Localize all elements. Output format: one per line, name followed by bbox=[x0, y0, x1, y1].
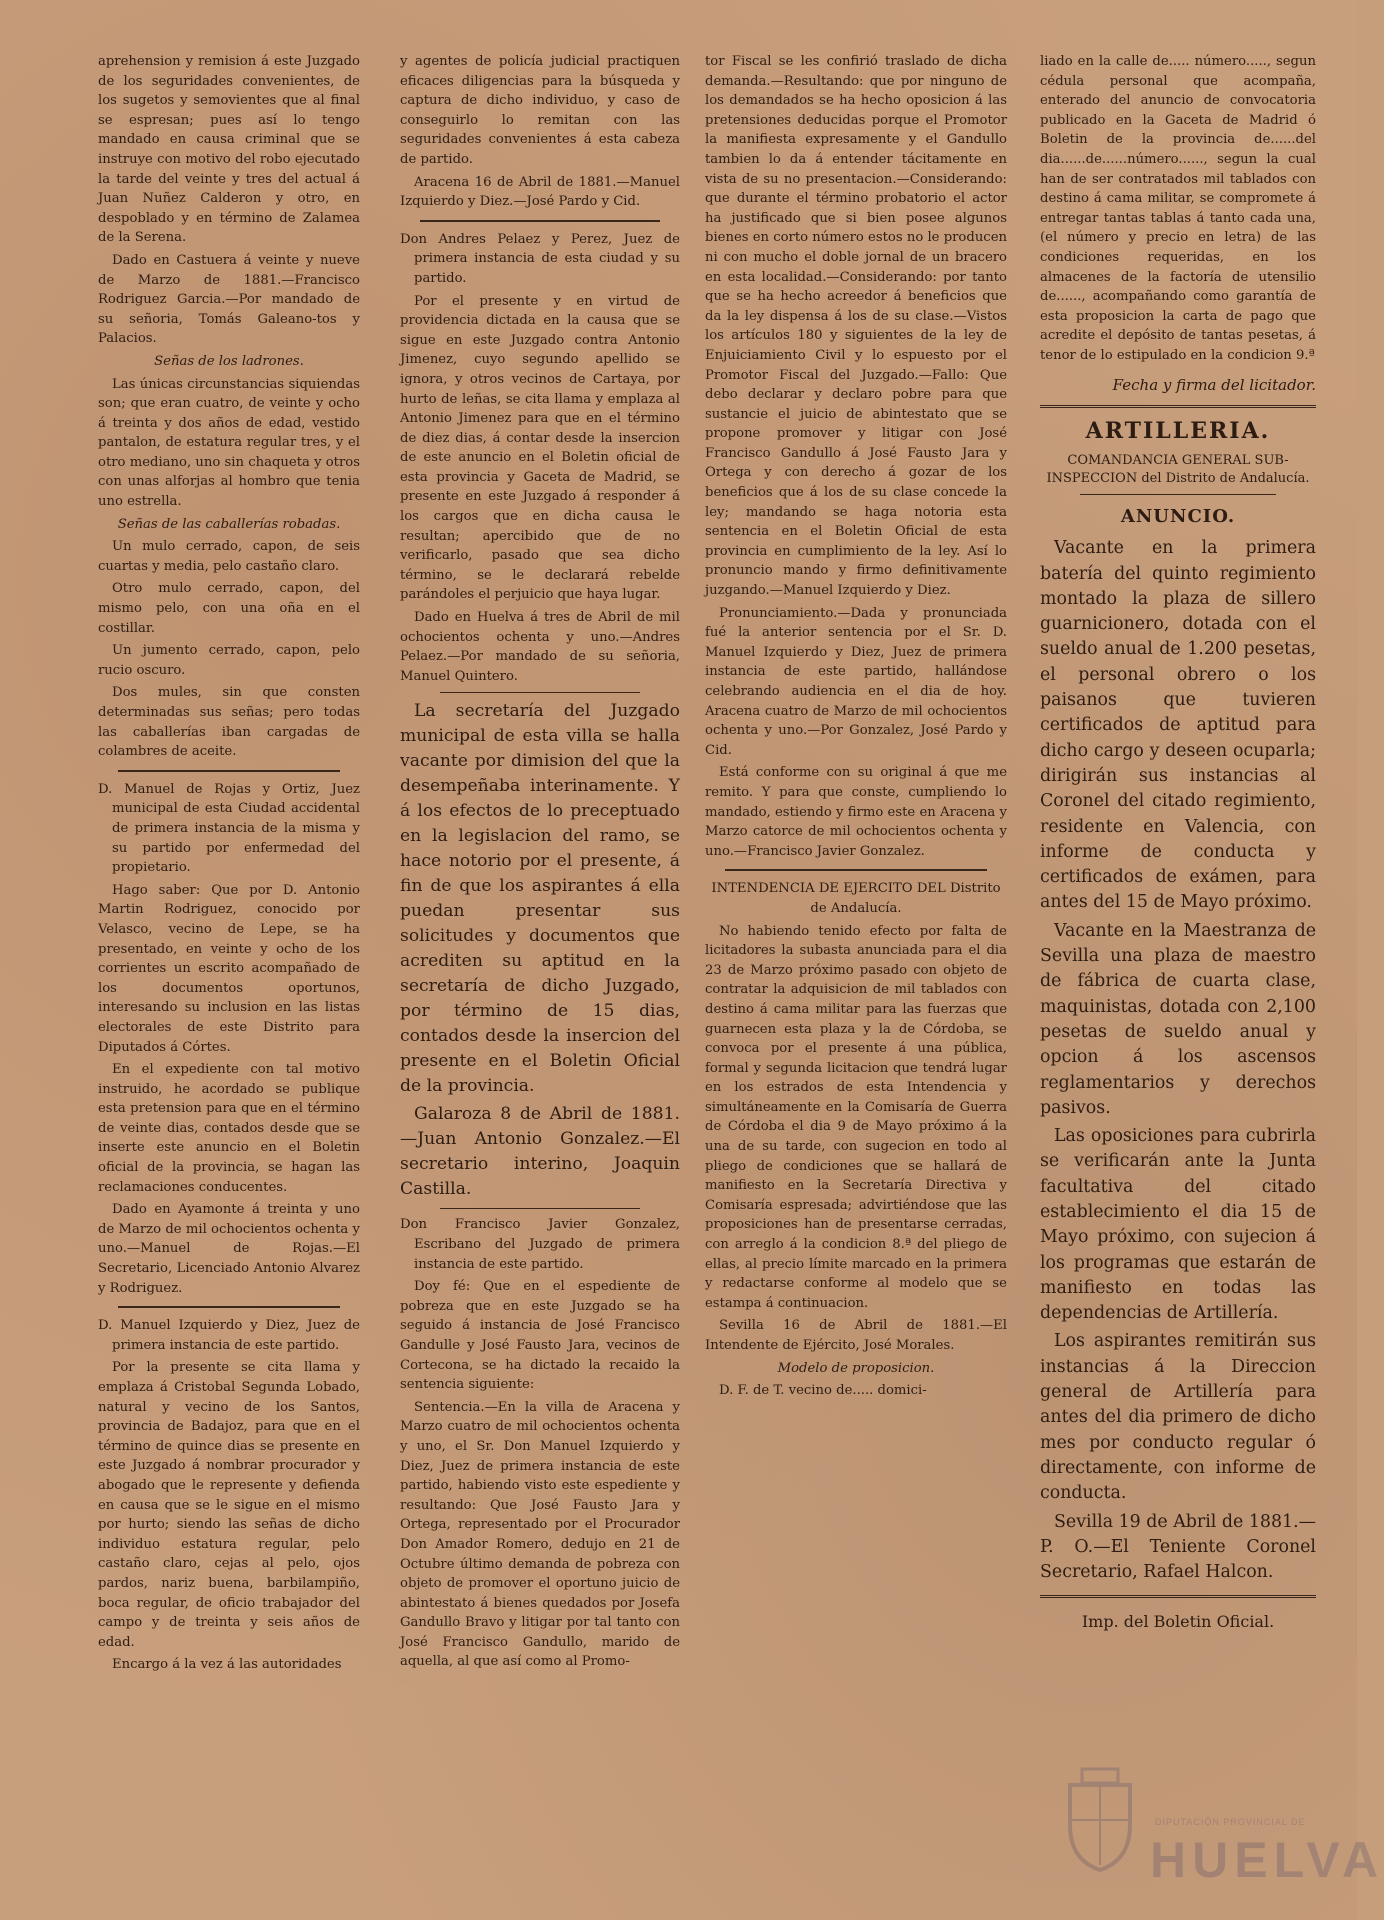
paragraph: aprehension y remision á este Juzgado de los seguridades convenientes, de los sugetos y semovientes que al final se espresan; pues así lo tengo mandado en causa criminal que se instruye con motivo del robo ejecutado la tarde del veinte y tres del actual á Juan Nuñez Calderon y otro, en despoblado y en término de Zalamea de la Serena. bbox=[98, 54, 360, 246]
column-3 bbox=[705, 52, 1007, 1892]
column-4 bbox=[1040, 52, 1316, 1892]
section-title: ARTILLERIA. bbox=[1085, 418, 1271, 445]
paragraph: liado en la calle de..... número....., segun cédula personal que acompaña, enterado del anuncio de convocatoria publicado en la Gaceta de Madrid ó Boletin de la provincia de......del dia......de......número......, segun la cual han de ser contratados mil tablados con destino á cama militar, se compromete á entregar tantas tablas á tanto cada una, (el número y precio en letra) de las condiciones requeridas, en los almacenes de la factoría de utensilio de......, acompañando como garantía de esta proposicion la carta de pago que acredite el depósito de tantas pesetas, á tenor de lo estipulado en la condicion 9.ª bbox=[1040, 54, 1316, 363]
divider bbox=[1040, 1595, 1316, 1598]
large-notice-signature: Sevilla 19 de Abril de 1881.—P. O.—El Teniente Coronel Secretario, Rafael Halcon. bbox=[1040, 1511, 1317, 1583]
watermark-caption: DIPUTACIÓN PROVINCIAL DE bbox=[1155, 1817, 1306, 1827]
archive-watermark bbox=[1060, 1745, 1384, 1895]
paragraph: Sentencia.—En la villa de Aracena y Marzo cuatro de mil ochocientos ochenta y uno, el Sr. Don Manuel Izquierdo y Diez, Juez de primera instancia de este partido, habiendo visto este espediente y resultando: Que José Fausto Jara y Ortega, representado por el Procurador Don Amador Romero, dedujo en 21 de Octubre último demanda de pobreza con objeto de promover el oportuno juicio de abintestato á bienes quedados por Josefa Gandullo Bravo y litigar por tal tanto con José Francisco Gandullo, marido de aquella, al que así como al Promo- bbox=[400, 1399, 680, 1670]
large-notice-signature: Galaroza 8 de Abril de 1881.—Juan Antonio Gonzalez.—El secretario interino, Joaquin Castilla. bbox=[400, 1104, 680, 1200]
paragraph: Dado en Huelva á tres de Abril de mil ochocientos ochenta y uno.—Andres Pelaez.—Por mandado de su señoria, Manuel Quintero. bbox=[400, 610, 680, 684]
paragraph: Un jumento cerrado, capon, pelo rucio oscuro. bbox=[98, 643, 360, 678]
large-notice: La secretaría del Juzgado municipal de esta villa se halla vacante por dimision del que la desempeñaba interinamente. Y á los efectos de lo preceptuado en la legislacion del ramo, se hace notorio por el presente, á fin de que los aspirantes á ella puedan presentar sus solicitudes y documentos que acrediten su aptitud en la secretaría de dicho Juzgado, por término de 15 dias, contados desde la insercion del presente en el Boletin Oficial de la provincia. bbox=[400, 701, 680, 1097]
watermark-word: HUELVA bbox=[1150, 1832, 1384, 1888]
divider bbox=[1040, 405, 1316, 408]
paragraph: D. F. de T. vecino de..... domici- bbox=[719, 1383, 927, 1399]
paragraph: Por el presente y en virtud de providencia dictada en la causa que se sigue en este Juzgado contra Antonio Jimenez, cuyo segundo apellido se ignora, y otros vecinos de Cartaya, por hurto de leñas, se cita llama y emplaza al Antonio Jimenez para que en el término de diez dias, á contar desde la insercion de este anuncio en el Boletin oficial de esta provincia y Gaceta de Madrid, se presente en este Juzgado á responder á los cargos que en dicha causa le resultan; apercibido que de no verificarlo, pasado que sea dicho término, se le declarará rebelde parándoles el perjuicio que haya lugar. bbox=[400, 293, 680, 603]
paragraph: Dado en Ayamonte á treinta y uno de Marzo de mil ochocientos ochenta y uno.—Manuel de Rojas.—El Secretario, Licenciado Antonio Alvarez y Rodriguez. bbox=[98, 1202, 360, 1296]
divider bbox=[440, 1208, 640, 1209]
section-heading: Modelo de proposicion. bbox=[777, 1360, 935, 1376]
divider bbox=[420, 220, 660, 222]
paragraph: Encargo á la vez á las autoridades bbox=[112, 1657, 342, 1673]
divider bbox=[118, 1306, 340, 1308]
divider bbox=[725, 869, 987, 871]
notice-heading: Don Andres Pelaez y Perez, Juez de primera instancia de esta ciudad y su partido. bbox=[400, 231, 680, 286]
large-notice: Vacante en la primera batería del quinto regimiento montado la plaza de sillero guarnicionero, dotada con el sueldo anual de 1.200 pesetas, el personal obrero o los paisanos que tuvieren certificados de aptitud para dicho cargo y deseen ocuparla; dirigirán sus instancias al Coronel del citado regimiento, residente en Valencia, con informe de conducta y certificados de exámen, para antes del 15 de Mayo próximo. bbox=[1040, 538, 1316, 913]
large-notice: Los aspirantes remitirán sus instancias á la Direccion general de Artillería para antes del dia primero de dicho mes por conducto regular ó directamente, con informe de conducta. bbox=[1040, 1331, 1316, 1504]
large-notice: Las oposiciones para cubrirla se verificarán ante la Junta facultativa del citado establecimiento el dia 15 de Mayo próximo, con sujecion á los programas que estarán de manifiesto en todas las dependencias de Artillería. bbox=[1040, 1126, 1316, 1324]
paragraph: Hago saber: Que por D. Antonio Martin Rodriguez, conocido por Velasco, vecino de Lepe, se ha presentado, en veinte y ocho de los corrientes un escrito acompañado de los documentos oportunos, interesando su inclusion en las listas electorales de este Distrito para Diputados á Córtes. bbox=[98, 882, 360, 1055]
divider bbox=[440, 692, 640, 693]
paragraph: Dos mules, sin que consten determinadas sus señas; pero todas las caballerías iban cargadas de colambres de aceite. bbox=[98, 685, 360, 760]
paragraph: Aracena 16 de Abril de 1881.—Manuel Izquierdo y Diez.—José Pardo y Cid. bbox=[400, 174, 680, 210]
paragraph: Pronunciamiento.—Dada y pronunciada fué la anterior sentencia por el Sr. D. Manuel Izquierdo y Diez, Juez de primera instancia de este partido, hallándose celebrando audiencia en el dia de hoy. Aracena cuatro de Marzo de mil ochocientos ochenta y uno.—Por Gonzalez, José Pardo y Cid. bbox=[705, 605, 1007, 758]
notice-heading: D. Manuel de Rojas y Ortiz, Juez municipal de esta Ciudad accidental de primera instancia de la misma y su partido por enfermedad del propietario. bbox=[98, 781, 360, 876]
paragraph: Por la presente se cita llama y emplaza á Cristobal Segunda Lobado, natural y vecino de los Santos, provincia de Badajoz, para que en el término de quince dias se presente en este Juzgado á nombrar procurador y abogado que le represente y defienda en causa que se le sigue en el mismo por hurto; siendo las señas de dicho individuo estatura regular, pelo castaño claro, cejas al pelo, ojos pardos, nariz buena, barbilampiño, boca regular, de oficio trabajador del campo y de treinta y seis años de edad. bbox=[98, 1360, 360, 1650]
paragraph: Doy fé: Que en el espediente de pobreza que en este Juzgado se ha seguido á instancia de José Francisco Gandulle y José Fausto Jara, vecinos de Cortecona, se ha dictado la recaido la sentencia siguiente: bbox=[400, 1279, 680, 1393]
paragraph: y agentes de policía judicial practiquen eficaces diligencias para la búsqueda y captura de dicho individuo, y caso de conseguirlo lo remitan con las seguridades convenientes á esta cabeza de partido. bbox=[400, 54, 680, 167]
printer-imprint: Imp. del Boletin Oficial. bbox=[1081, 1612, 1275, 1632]
paragraph: Sevilla 16 de Abril de 1881.—El Intendente de Ejército, José Morales. bbox=[705, 1318, 1007, 1353]
large-notice: Vacante en la Maestranza de Sevilla una plaza de maestro de fábrica de cuarta clase, maquinistas, dotada con 2,100 pesetas de sueldo anual y opcion á los ascensos reglamentarios y derechos pasivos. bbox=[1040, 920, 1316, 1118]
divider bbox=[1080, 494, 1276, 495]
paragraph: Dado en Castuera á veinte y nueve de Marzo de 1881.—Francisco Rodriguez Garcia.—Por mandado de su señoria, Tomás Galeano-tos y Palacios. bbox=[98, 252, 360, 347]
paragraph: Las únicas circunstancias siquiendas son; que eran cuatro, de veinte y ocho á treinta y dos años de edad, vestido pantalon, de estatura regular tres, y el otro mediano, uno sin chaqueta y otros con unas alforjas al hombro que tenia uno estrella. bbox=[98, 376, 360, 510]
signature-line: Fecha y firma del licitador. bbox=[1112, 375, 1316, 394]
paragraph: No habiendo tenido efecto por falta de licitadores la subasta anunciada para el dia 23 de Marzo próximo pasado con objeto de contratar la adquisicion de mil tablados con destino á cama militar para las fuerzas que guarnecen esta plaza y la de Córdoba, se convoca por el presente á una pública, formal y segunda licitacion que tendrá lugar en los estrados de esta Intendencia y simultáneamente en la Comisaría de Guerra de Córdoba el dia 9 de Mayo próximo á la una de su tarde, con sugecion en todo al pliego de condiciones que se hallará de manifiesto en la Secretaría Directiva y Comisaría espresada; advirtiéndose que las proposiciones han de presentarse cerradas, con arreglo á la condicion 8.ª del pliego de ellas, al precio límite marcado en la primera y redactarse conforme al modelo que se estampa á continuacion. bbox=[705, 923, 1007, 1311]
paragraph: Otro mulo cerrado, capon, del mismo pelo, con una oña en el costillar. bbox=[98, 581, 360, 636]
paragraph: Un mulo cerrado, capon, de seis cuartas y media, pelo castaño claro. bbox=[98, 539, 360, 574]
column-1 bbox=[98, 52, 360, 1892]
divider bbox=[118, 770, 340, 772]
section-subtitle: COMANDANCIA GENERAL SUB-INSPECCION del Distrito de Andalucía. bbox=[1046, 452, 1310, 486]
coat-of-arms-icon bbox=[1060, 1765, 1140, 1875]
section-heading: Señas de las caballerías robadas. bbox=[117, 516, 341, 532]
column-2 bbox=[400, 52, 680, 1892]
notice-heading: D. Manuel Izquierdo y Diez, Juez de primera instancia de este partido. bbox=[98, 1318, 360, 1353]
announcement-title: ANUNCIO. bbox=[1120, 505, 1236, 527]
notice-heading: INTENDENCIA DE EJERCITO DEL Distrito de Andalucía. bbox=[711, 881, 1001, 916]
paragraph: Está conforme con su original á que me remito. Y para que conste, cumpliendo lo mandado, estiendo y firmo este en Aracena y Marzo catorce de mil ochocientos ochenta y uno.—Francisco Javier Gonzalez. bbox=[705, 765, 1007, 859]
notice-heading: Don Francisco Javier Gonzalez, Escribano del Juzgado de primera instancia de este partido. bbox=[400, 1217, 680, 1272]
paragraph: tor Fiscal se les confirió traslado de dicha demanda.—Resultando: que por ninguno de los demandados se ha hecho oposicion á las pretensiones deducidas porque el Promotor la manifiesta expresamente y el Gandullo tambien lo da á entender tácitamente en vista de su no presentacion.—Considerando: que durante el término probatorio el actor ha justificado que si bien posee algunos bienes en corto número estos no le producen ni con mucho el doble jornal de un bracero en esta localidad.—Considerando: por tanto que se ha hecho acreedor á beneficios que da la ley dispensa á los de su clase.—Vistos los artículos 180 y siguientes de la ley de Enjuiciamiento Civil y lo espuesto por el Promotor Fiscal del Juzgado.—Fallo: Que debo declarar y declaro pobre para que sustancie el juicio de abintestato que se propone promover y litigar con José Francisco Gandullo á José Fausto Jara y Ortega y con derecho á gozar de los beneficios que á los de su clase concede la ley; mandando se haga notoria esta sentencia en el Boletin Oficial de esta provincia en cumplimiento de la ley. Así lo pronuncio mando y firmo definitivamente juzgando.—Manuel Izquierdo y Diez. bbox=[705, 54, 1007, 599]
section-heading: Señas de los ladrones. bbox=[154, 353, 304, 369]
paragraph: En el expediente con tal motivo instruido, he acordado se publique esta pretension para que en el término de veinte dias, contados desde que se inserte este anuncio en el Boletin oficial de la provincia, se hagan las reclamaciones conducentes. bbox=[98, 1062, 360, 1195]
